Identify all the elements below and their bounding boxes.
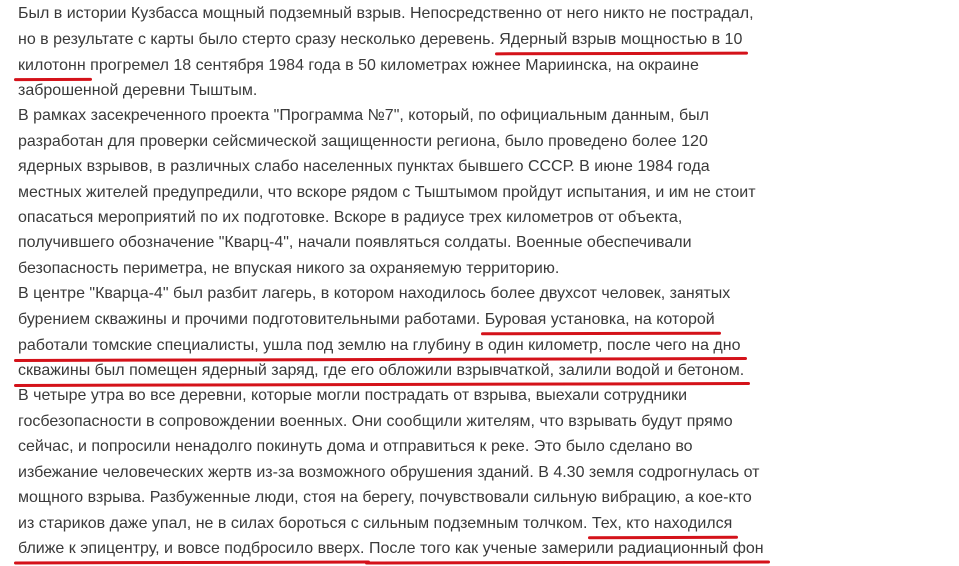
article-line xyxy=(18,310,715,330)
text-run: разработан для проверки сейсмической защищенности региона, было проведено более 120 xyxy=(18,133,708,150)
highlighted-phrase: килотонн xyxy=(18,57,86,74)
text-run: В рамках засекреченного проекта "Программа №7", который, по официальным данным, был xyxy=(18,107,710,124)
article-line xyxy=(18,539,764,559)
article-line xyxy=(18,183,756,203)
article-line xyxy=(18,284,730,304)
article-line xyxy=(18,514,732,534)
highlighted-phrase: ближе к эпицентру, и вовсе подбросило вверх. xyxy=(18,540,365,557)
article-line xyxy=(18,106,709,126)
article-line xyxy=(18,4,754,24)
text-run: но в результате с карты было стерто сразу несколько деревень. xyxy=(18,31,500,48)
article-line xyxy=(18,463,760,483)
text-run: госбезопасности в сопровождении военных. Они сообщили жителям, что взрывать будут прямо xyxy=(18,413,733,430)
article-line xyxy=(18,336,741,356)
article-line xyxy=(18,132,708,152)
article-line xyxy=(18,30,742,50)
text-run: В четыре утра во все деревни, которые могли пострадать от взрыва, выехали сотрудники xyxy=(18,387,688,404)
article-line xyxy=(18,488,752,508)
highlighted-phrase: Ядерный взрыв мощностью в 10 xyxy=(499,31,743,48)
article-line xyxy=(18,81,257,101)
text-run: избежание человеческих жертв из-за возможного обрушения зданий. В 4.30 земля содрогнулась от xyxy=(18,464,760,481)
article-line xyxy=(18,437,693,457)
article-line xyxy=(18,412,733,432)
highlighted-phrase: После того как ученые замерили радиационный фон xyxy=(368,540,764,557)
highlighted-phrase: Буровая установка, на которой xyxy=(484,311,715,328)
highlighted-phrase: работали томские специалисты, ушла под землю на глубину в один километр, после чего на дно xyxy=(18,337,741,354)
text-run: бурением скважины и прочими подготовительными работами. xyxy=(18,311,485,328)
text-run: ядерных взрывов, в различных слабо населенных пунктах бывшего СССР. В июне 1984 года xyxy=(18,158,710,175)
text-run: опасаться мероприятий по их подготовке. Вскоре в радиусе трех километров от объекта, xyxy=(18,209,683,226)
text-run: безопасность периметра, не впуская никого за охраняемую территорию. xyxy=(18,260,560,277)
text-run: местных жителей предупредили, что вскоре рядом с Тыштымом пройдут испытания, и им не стоит xyxy=(18,184,756,201)
article-line xyxy=(18,208,682,228)
text-run: В центре "Кварца-4" был разбит лагерь, в котором находилось более двухсот человек, занятых xyxy=(18,285,731,302)
text-run: заброшенной деревни Тыштым. xyxy=(18,82,258,99)
article-line xyxy=(18,233,692,253)
article-line xyxy=(18,259,559,279)
highlighted-phrase: скважины был помещен ядерный заряд, где его обложили взрывчаткой, залили водой и бетоном. xyxy=(18,362,745,379)
text-run: сейчас, и попросили ненадолго покинуть дома и отправиться к реке. Это было сделано во xyxy=(18,438,693,455)
text-run: прогремел 18 сентября 1984 года в 50 километрах южнее Мариинска, на окраине xyxy=(85,57,699,74)
highlighted-phrase: Тех, кто находился xyxy=(591,515,733,532)
text-run: мощного взрыва. Разбуженные люди, стоя на берегу, почувствовали сильную вибрацию, а кое-кто xyxy=(18,489,752,506)
article-line xyxy=(18,56,699,76)
text-run: Был в истории Кузбасса мощный подземный взрыв. Непосредственно от него никто не пострадал, xyxy=(18,5,754,22)
article-line xyxy=(18,157,710,177)
text-run: получившего обозначение "Кварц-4", начали появляться солдаты. Военные обеспечивали xyxy=(18,234,692,251)
article-line xyxy=(18,386,687,406)
text-run: из стариков даже упал, не в силах бороться с сильным подземным толчком. xyxy=(18,515,592,532)
article-line xyxy=(18,361,744,381)
